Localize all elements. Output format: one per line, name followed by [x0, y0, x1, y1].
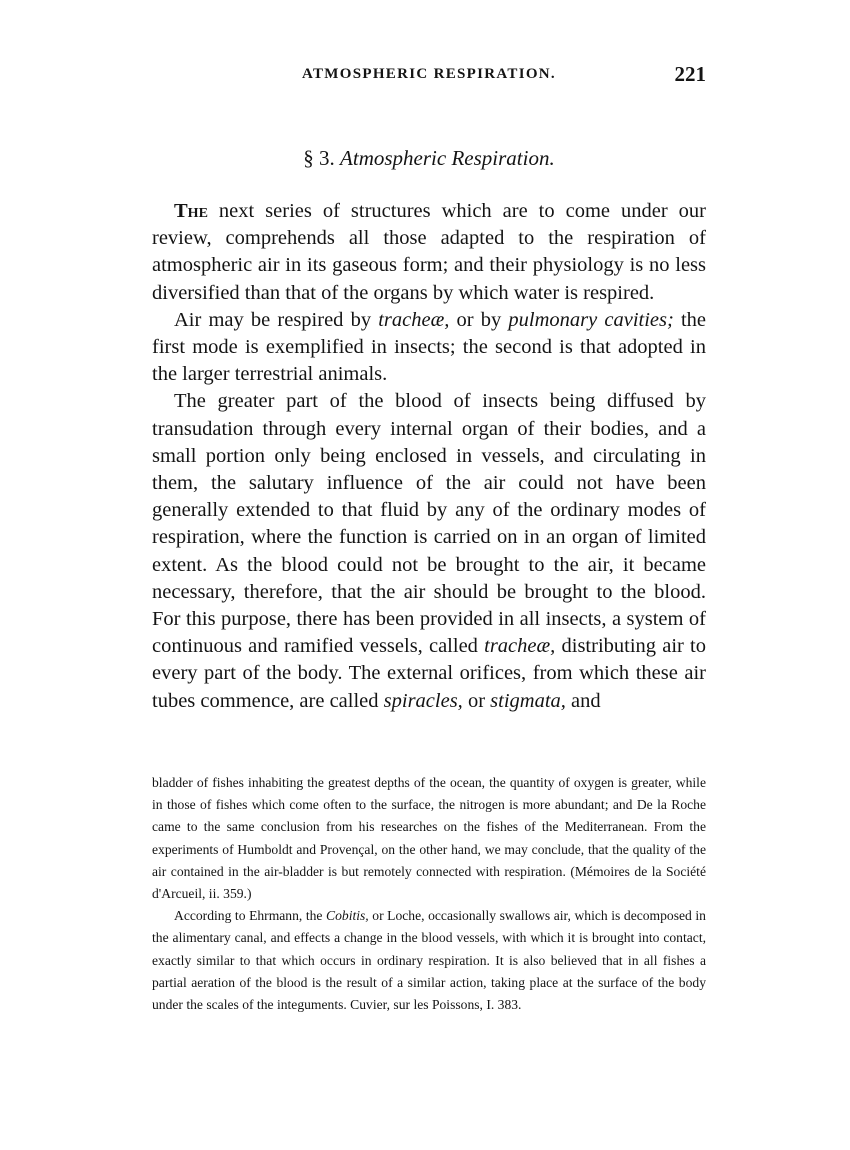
- section-title: Atmospheric Respiration.: [340, 146, 555, 170]
- section-heading: [152, 146, 706, 171]
- paragraph-1: [152, 198, 706, 307]
- paragraph-2: [152, 307, 706, 389]
- italic-term: tracheæ,: [378, 308, 450, 331]
- paragraph-text: distributing air to every part of the body. The external orifices, from which these air tubes commence, are called: [152, 635, 706, 712]
- running-head: [152, 62, 706, 88]
- paragraph-text: or by: [449, 308, 509, 331]
- footnotes: [152, 772, 706, 1016]
- paragraph-text: the first mode is exemplified in insects; the second is that adopted in the larger terrestrial animals.: [152, 308, 707, 386]
- footnote-continuation: bladder of fishes inhabiting the greatest depths of the ocean, the quantity of oxygen is greater, while in those of fishes which come often to the surface, the nitrogen is more abundant; and De la Roche came to the same conclusion from his researches on the fishes of the Mediterranean. From the experiments of Humboldt and Provençal, on the other hand, we may conclude, that the quality of the air contained in the air-bladder is but remotely connected with respiration. (Mémoires de la Société d'Arcueil, ii. 359.): [152, 775, 706, 902]
- paragraph-text: next series of structures which are to come under our review, comprehends all those adapted to the respiration of atmospheric air in its gaseous form; and their physiology is no less diversified than that of the organs by which water is respired.: [152, 200, 706, 304]
- paragraph-lead-word: The: [174, 200, 208, 222]
- section-number: § 3.: [303, 146, 335, 170]
- paragraph-text: and: [565, 689, 601, 712]
- paragraph-text: Air may be respired by: [174, 308, 379, 331]
- paragraph-3: [152, 388, 706, 714]
- paragraph-text: The greater part of the blood of insects being diffused by transudation through every internal organ of their bodies, and a small portion only being enclosed in vessels, and circulating in them, the salutary influence of the air could not have been generally extended to that fluid by any of the ordinary modes of respiration, where the function is carried on in an organ of limited extent. As the blood could not be brought to the air, it became necessary, therefore, that the air should be brought to the blood. For this purpose, there has been provided in all insects, a system of continuous and ramified vessels, called: [152, 390, 706, 658]
- page-number: 221: [674, 62, 706, 86]
- main-text: [152, 198, 706, 715]
- italic-term: stigmata,: [490, 689, 566, 712]
- italic-term: tracheæ,: [484, 635, 556, 658]
- italic-term: pulmonary cavities;: [508, 308, 674, 331]
- footnote: [152, 905, 706, 1016]
- italic-term: spiracles,: [383, 689, 463, 712]
- footnote-text: or Loche, occasionally swallows air, which is decomposed in the alimentary canal, and effects a change in the blood vessels, with which it is brought into contact, exactly similar to that which occurs in ordinary respiration. It is also believed that in all fishes a partial aeration of the blood is the result of a similar action, taking place at the surface of the body under the scales of the integuments. Cuvier, sur les Poissons, I. 383.: [152, 908, 706, 1013]
- paragraph-text: or: [462, 689, 491, 712]
- running-title: ATMOSPHERIC RESPIRATION.: [301, 66, 556, 82]
- italic-term: Cobitis,: [326, 908, 369, 924]
- footnote-text: According to Ehrmann, the: [174, 908, 327, 924]
